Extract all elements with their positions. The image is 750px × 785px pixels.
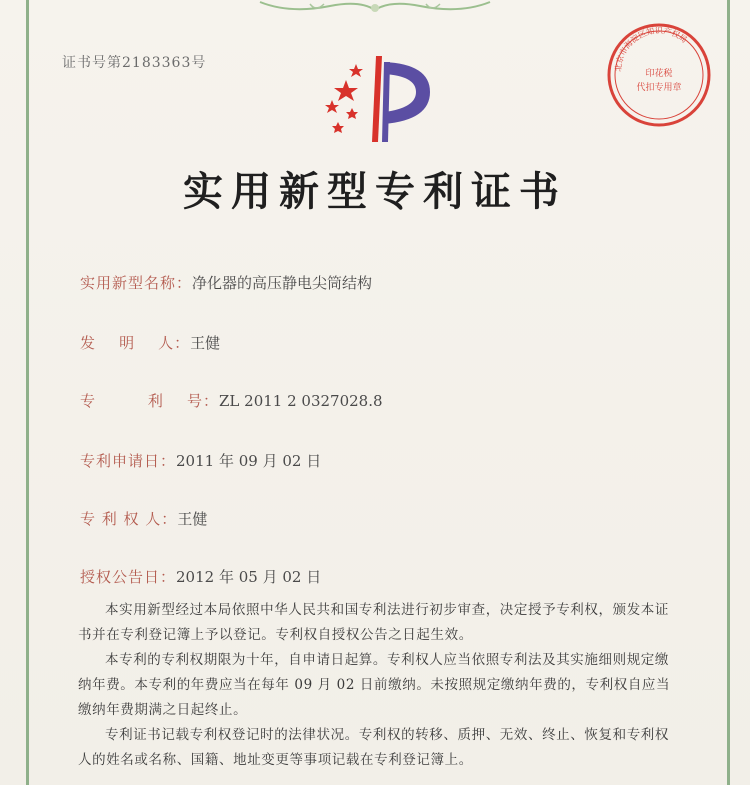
field-grant-date [80,566,321,587]
field-label: 专 利 号： [80,392,219,410]
top-ornament-icon [250,0,500,16]
seal-inner-text-2: 代扣专用章 [636,83,682,93]
field-application-date [80,450,321,471]
certificate-number: 证书号第2183363号 [62,55,207,71]
field-label: 授权公告日： [80,568,177,586]
field-label: 实用新型名称： [80,274,193,292]
certificate-title: 实用新型专利证书 [183,169,567,215]
field-patentee [80,508,207,529]
field-patent-number [80,390,383,411]
body-paragraph-3: 专利证书记载专利权登记时的法律状况。专利权的转移、质押、无效、终止、恢复和专利权人的姓名或名称、国籍、地址变更等事项记载在专利登记簿上。 [78,727,669,768]
field-label: 专 利 权 人： [80,510,178,528]
seal-outer-text: 北京市海淀区知识产权局 [613,26,689,73]
field-model-name [80,272,372,293]
patent-office-logo-icon [318,50,448,150]
field-value: 2012 年 05 月 02 日 [176,568,322,586]
field-value: 2011 年 09 月 02 日 [176,452,322,470]
body-paragraph-2: 本专利的专利权期限为十年，自申请日起算。专利权人应当依照专利法及其实施细则规定缴纳年费。本专利的年费应当在每年 09 月 02 日前缴纳。未按照规定缴纳年费的，专利权自应当缴纳年费期满之日起终止。 [78,652,671,718]
official-seal-icon [604,20,714,130]
svg-text:北京市海淀区知识产权局 [613,25,689,72]
field-label: 发 明 人： [80,334,191,352]
field-value: 净化器的高压静电尖筒结构 [192,274,373,292]
certificate-body [78,598,682,773]
field-inventor [80,332,220,353]
field-value: ZL 2011 2 0327028.8 [219,392,383,410]
field-value: 王健 [177,510,208,528]
seal-inner-text-1: 印花税 [645,69,673,79]
body-paragraph-1: 本实用新型经过本局依照中华人民共和国专利法进行初步审查，决定授予专利权，颁发本证书并在专利登记簿上予以登记。专利权自授权公告之日起生效。 [78,602,669,643]
left-border [26,0,29,785]
field-value: 王健 [190,334,221,352]
field-label: 专利申请日： [80,452,177,470]
right-border [727,0,730,785]
